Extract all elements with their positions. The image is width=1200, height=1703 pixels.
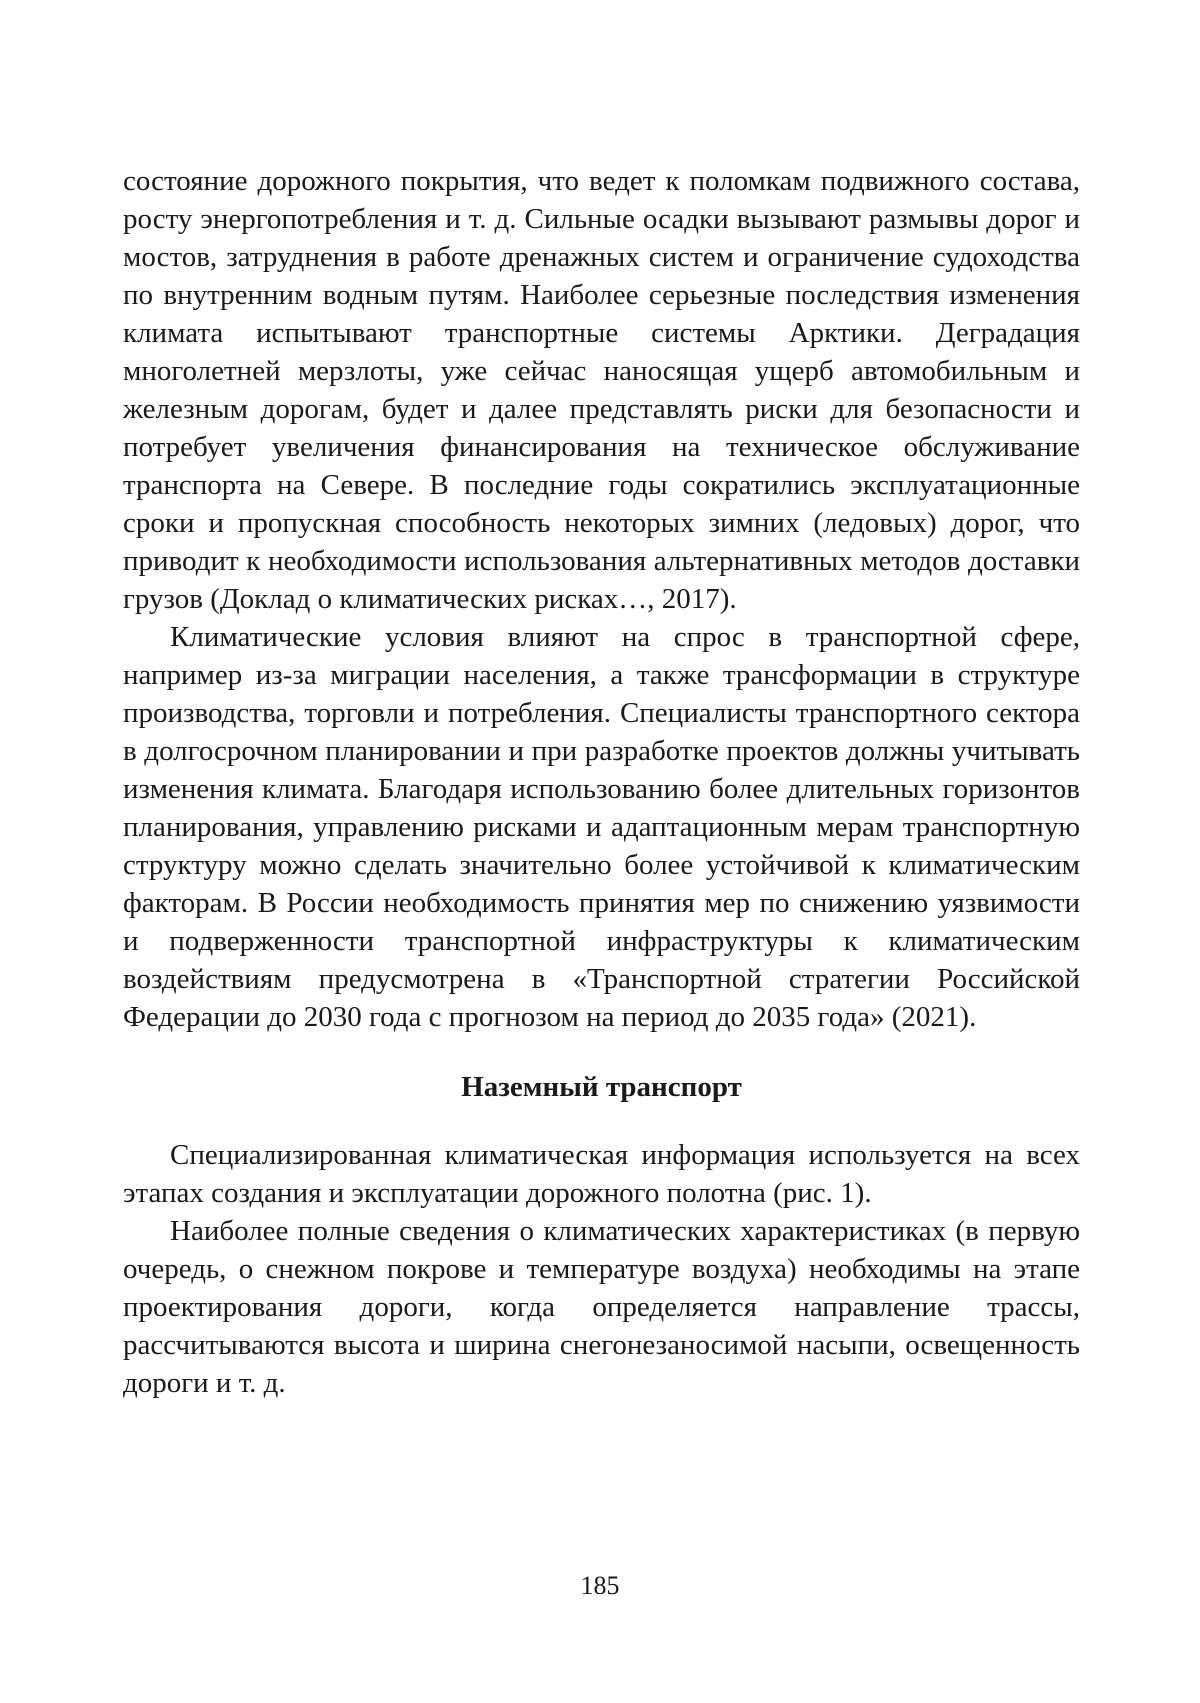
document-page [0, 0, 1200, 1703]
paragraph-specialized-info: Специализированная климатическая информация используется на всех этапах создания и эксплуатации дорожного полотна (рис. 1). [123, 1136, 1080, 1212]
paragraph-design-stage: Наиболее полные сведения о климатических характеристиках (в первую очередь, о снежном покрове и температуре воздуха) необходимы на этапе проектирования дороги, когда определяется направление трассы, рассчитываются высота и ширина снегонезаносимой насыпи, освещенность дороги и т. д. [123, 1212, 1080, 1402]
paragraph-climate-demand: Климатические условия влияют на спрос в транспортной сфере, например из-за миграции населения, а также трансформации в структуре производства, торговли и потребления. Специалисты транспортного сектора в долгосрочном планировании и при разработке проектов должны учитывать изменения климата. Благодаря использованию более длительных горизонтов планирования, управлению рисками и адаптационным мерам транспортную структуру можно сделать значительно более устойчивой к климатическим факторам. В России необходимость принятия мер по снижению уязвимости и подверженности транспортной инфраструктуры к климатическим воздействиям предусмотрена в «Транспортной стратегии Российской Федерации до 2030 года с прогнозом на период до 2035 года» (2021). [123, 618, 1080, 1036]
section-heading: Наземный транспорт [123, 1068, 1080, 1106]
page-number: 185 [0, 1570, 1200, 1602]
paragraph-continuation: состояние дорожного покрытия, что ведет к поломкам подвижного состава, росту энергопотребления и т. д. Сильные осадки вызывают размывы дорог и мостов, затруднения в работе дренажных систем и ограничение судоходства по внутренним водным путям. Наиболее серьезные последствия изменения климата испытывают транспортные системы Арктики. Деградация многолетней мерзлоты, уже сейчас наносящая ущерб автомобильным и железным дорогам, будет и далее представлять риски для безопасности и потребует увеличения финансирования на техническое обслуживание транспорта на Севере. В последние годы сократились эксплуатационные сроки и пропускная способность некоторых зимних (ледовых) дорог, что приводит к необходимости использования альтернативных методов доставки грузов (Доклад о климатических рисках…, 2017). [123, 162, 1080, 618]
page-body [123, 162, 1080, 1402]
